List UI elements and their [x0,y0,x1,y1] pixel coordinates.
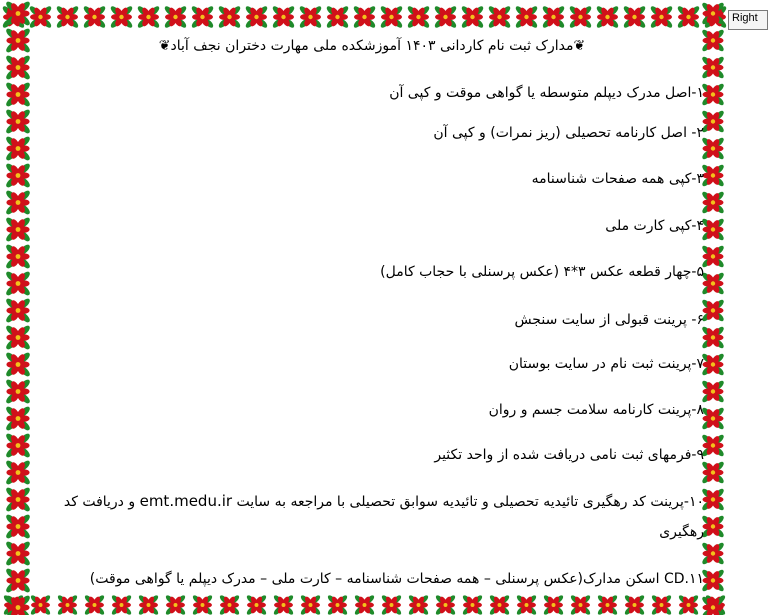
poinsettia-icon [622,5,646,29]
tooltip: Right [728,10,768,30]
poinsettia-icon [82,5,106,29]
poinsettia-icon [701,325,725,349]
list-item: ۳-کپی همه صفحات شناسنامه [531,171,704,187]
poinsettia-border-left [0,0,36,615]
poinsettia-icon [5,108,32,135]
poinsettia-icon [163,5,187,29]
poinsettia-icon [701,298,725,322]
poinsettia-icon [326,594,348,615]
poinsettia-icon [5,27,32,54]
poinsettia-icon [217,5,241,29]
document-title [40,38,704,54]
poinsettia-icon [5,513,32,540]
poinsettia-icon [5,189,32,216]
poinsettia-icon [701,82,725,106]
poinsettia-icon [5,486,32,513]
poinsettia-icon [487,5,511,29]
poinsettia-icon [701,244,725,268]
list-item-11: CD.۱۱ اسکن مدارک(عکس پرسنلی – همه صفحات شناسنامه – کارت ملی – مدرک دیپلم یا گواهی موقت) [89,571,704,587]
bullet-flower-icon: ❦ [158,38,171,54]
poinsettia-icon [353,594,375,615]
list-item: ۱-اصل مدرک دیپلم متوسطه یا گواهی موقت و کپی آن [389,85,704,101]
poinsettia-icon [164,594,186,615]
poinsettia-icon [701,28,725,52]
list-item: ۲- اصل کارنامه تحصیلی (ریز نمرات) و کپی آن [433,125,704,141]
poinsettia-icon [650,594,672,615]
poinsettia-icon [514,5,538,29]
poinsettia-icon [191,594,213,615]
poinsettia-icon [5,432,32,459]
poinsettia-icon [271,5,295,29]
list-item: ۶- پرینت قبولی از سایت سنجش [514,312,704,328]
poinsettia-icon [5,243,32,270]
list-item: ۹-فرمهای ثبت نامی دریافت شده از واحد تکثیر [434,447,704,463]
poinsettia-icon [5,351,32,378]
poinsettia-icon [5,0,32,27]
poinsettia-icon [5,594,32,615]
poinsettia-icon [541,5,565,29]
poinsettia-icon [542,594,564,615]
poinsettia-icon [407,594,429,615]
poinsettia-icon [677,594,699,615]
poinsettia-icon [701,487,725,511]
poinsettia-icon [701,1,725,25]
poinsettia-icon [461,594,483,615]
poinsettia-icon [109,5,133,29]
poinsettia-icon [83,594,105,615]
poinsettia-icon [5,270,32,297]
poinsettia-icon [701,352,725,376]
bullet-flower-icon: ❦ [573,38,586,54]
poinsettia-icon [5,567,32,594]
poinsettia-icon [325,5,349,29]
poinsettia-icon [701,217,725,241]
poinsettia-icon [623,594,645,615]
poinsettia-icon [5,405,32,432]
poinsettia-icon [701,595,725,615]
poinsettia-icon [5,81,32,108]
poinsettia-icon [352,5,376,29]
poinsettia-border-bottom [0,595,726,615]
poinsettia-icon [701,406,725,430]
poinsettia-icon [701,55,725,79]
poinsettia-icon [5,540,32,567]
poinsettia-icon [701,109,725,133]
poinsettia-icon [701,379,725,403]
list-item: ۵-چهار قطعه عکس ۳*۴ (عکس پرسنلی با حجاب کامل) [380,264,704,280]
poinsettia-icon [298,5,322,29]
poinsettia-icon [56,594,78,615]
document-body [40,34,704,595]
poinsettia-icon [434,594,456,615]
website-link[interactable]: emt.medu.ir [139,492,233,510]
poinsettia-icon [701,433,725,457]
poinsettia-icon [701,568,725,592]
poinsettia-icon [596,594,618,615]
poinsettia-icon [137,594,159,615]
poinsettia-icon [379,5,403,29]
poinsettia-icon [55,5,79,29]
poinsettia-icon [595,5,619,29]
poinsettia-icon [433,5,457,29]
poinsettia-icon [406,5,430,29]
poinsettia-icon [299,594,321,615]
list-item-10 [50,486,704,547]
item10-text-start: ۱۰-پرینت کد رهگیری تائیدیه تحصیلی و تائیدیه سوابق تحصیلی با مراجعه به سایت [232,494,704,510]
poinsettia-icon [272,594,294,615]
poinsettia-icon [649,5,673,29]
poinsettia-icon [568,5,592,29]
poinsettia-icon [245,594,267,615]
poinsettia-icon [5,297,32,324]
poinsettia-icon [488,594,510,615]
poinsettia-icon [5,324,32,351]
poinsettia-icon [460,5,484,29]
poinsettia-icon [676,5,700,29]
poinsettia-icon [110,594,132,615]
poinsettia-icon [5,378,32,405]
poinsettia-icon [380,594,402,615]
list-item: ۷-پرینت ثبت نام در سایت بوستان [508,356,704,372]
item10-text-end: و دریافت کد رهگیری [63,494,704,540]
list-item: ۴-کپی کارت ملی [605,218,704,234]
poinsettia-icon [701,271,725,295]
poinsettia-icon [515,594,537,615]
poinsettia-icon [569,594,591,615]
poinsettia-icon [5,216,32,243]
poinsettia-icon [5,135,32,162]
poinsettia-icon [5,459,32,486]
poinsettia-border-top [0,0,726,34]
poinsettia-icon [701,460,725,484]
poinsettia-icon [701,514,725,538]
title-text: مدارک ثبت نام کاردانی ۱۴۰۳ آموزشکده ملی مهارت دختران نجف آباد [170,38,574,54]
poinsettia-icon [701,190,725,214]
poinsettia-icon [5,54,32,81]
poinsettia-icon [701,163,725,187]
poinsettia-icon [136,5,160,29]
poinsettia-icon [5,162,32,189]
list-item: ۸-پرینت کارنامه سلامت جسم و روان [488,402,704,418]
poinsettia-icon [701,541,725,565]
poinsettia-icon [244,5,268,29]
poinsettia-icon [218,594,240,615]
poinsettia-icon [701,136,725,160]
poinsettia-icon [190,5,214,29]
